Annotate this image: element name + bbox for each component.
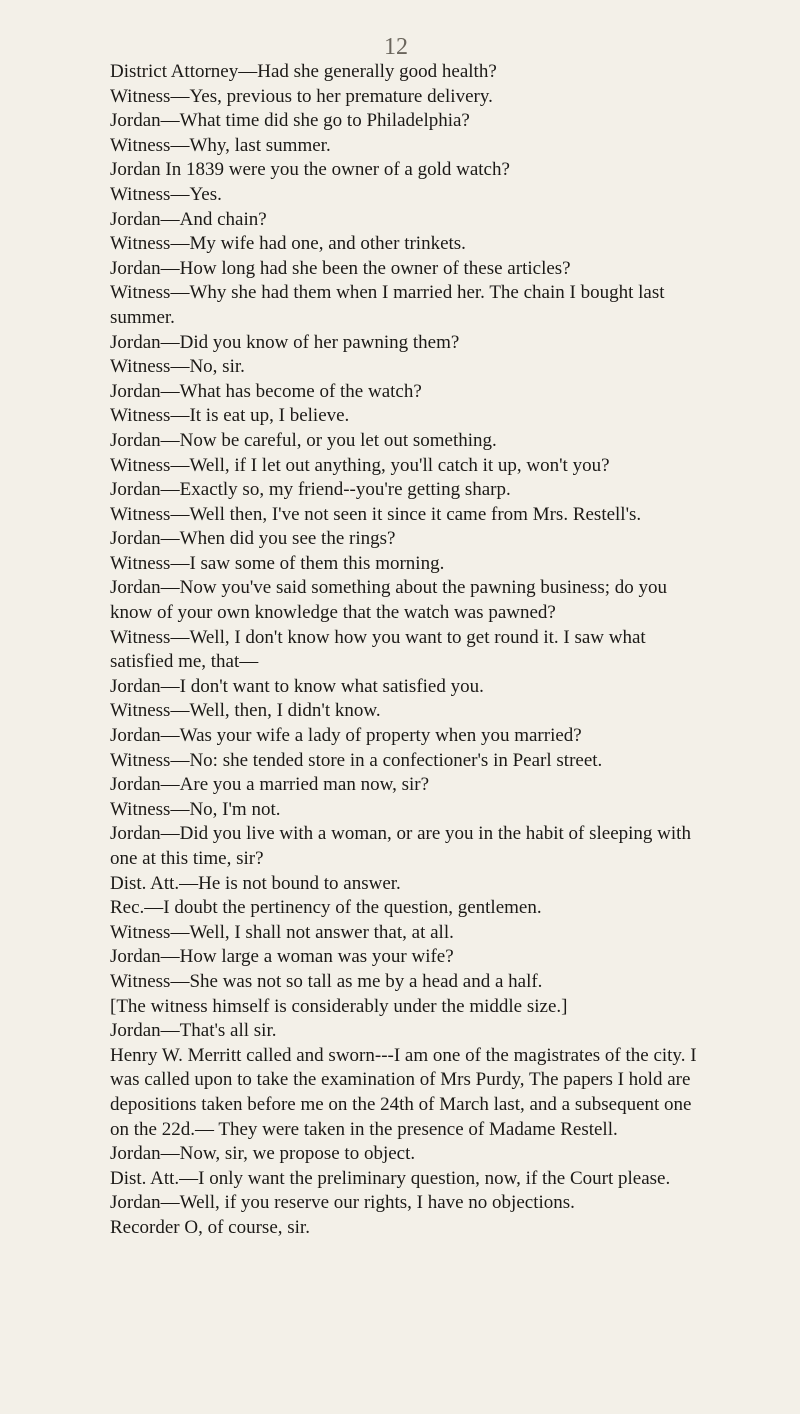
paragraph: Witness—I saw some of them this morning. — [110, 552, 445, 574]
text-column — [110, 60, 710, 1241]
paragraph: Jordan—Are you a married man now, sir? — [110, 774, 430, 796]
paragraph: Jordan—That's all sir. — [110, 1020, 277, 1042]
paragraph: Recorder O, of course, sir. — [110, 1216, 310, 1238]
paragraph: Witness—Yes. — [110, 183, 222, 205]
paragraph: Jordan—How long had she been the owner of these articles? — [110, 257, 571, 279]
paragraph: Jordan—Was your wife a lady of property when you married? — [110, 725, 582, 747]
paragraph: Jordan—And chain? — [110, 208, 267, 230]
paragraph: Witness—Why she had them when I married her. The chain I bought last summer. — [110, 282, 665, 328]
paragraph: Jordan—What time did she go to Philadelphia? — [110, 110, 470, 132]
paragraph: Witness—No, sir. — [110, 356, 245, 378]
paragraph: Jordan—Exactly so, my friend--you're getting sharp. — [110, 479, 511, 501]
paragraph: Witness—Well, then, I didn't know. — [110, 700, 381, 722]
paragraph: Jordan—Now, sir, we propose to object. — [110, 1143, 416, 1165]
paragraph: District Attorney—Had she generally good health? — [110, 61, 497, 82]
paragraph: Dist. Att.—I only want the preliminary question, now, if the Court please. — [110, 1167, 671, 1189]
paragraph: [The witness himself is considerably under the middle size.] — [110, 995, 568, 1017]
paragraph: Jordan In 1839 were you the owner of a gold watch? — [110, 159, 510, 181]
paragraph: Jordan—Did you know of her pawning them? — [110, 331, 460, 353]
paragraph: Jordan—Now be careful, or you let out something. — [110, 429, 497, 451]
paragraph: Rec.—I doubt the pertinency of the question, gentlemen. — [110, 897, 542, 919]
paragraph: Jordan—When did you see the rings? — [110, 528, 396, 550]
paragraph: Witness—It is eat up, I believe. — [110, 405, 350, 427]
paragraph: Witness—My wife had one, and other trinkets. — [110, 233, 466, 255]
paragraph: Witness—Why, last summer. — [110, 134, 331, 156]
paragraph: Jordan—Did you live with a woman, or are you in the habit of sleeping with one at this time, sir? — [110, 823, 691, 869]
paragraph: Witness—Well then, I've not seen it since it came from Mrs. Restell's. — [110, 503, 642, 525]
paragraph: Henry W. Merritt called and sworn---I am one of the magistrates of the city. I was called upon to take the examination of Mrs Purdy, The papers I hold are depositions taken before me on the 24th of March last, and a subsequent one on the 22d.— They were taken in the presence of Madame Restell. — [110, 1044, 697, 1140]
paragraph: Dist. Att.—He is not bound to answer. — [110, 872, 401, 894]
paragraph: Witness—No: she tended store in a confectioner's in Pearl street. — [110, 749, 603, 771]
page-number: 12 — [384, 34, 408, 60]
paragraph: Jordan—What has become of the watch? — [110, 380, 422, 402]
paragraph: Jordan—Now you've said something about the pawning business; do you know of your own knowledge that the watch was pawned? — [110, 577, 668, 624]
paragraph: Witness—No, I'm not. — [110, 798, 281, 820]
paragraph: Jordan—I don't want to know what satisfied you. — [110, 675, 484, 697]
paragraph: Witness—Well, I don't know how you want to get round it. I saw what satisfied me, that— — [110, 626, 646, 673]
paragraph: Witness—Yes, previous to her premature delivery. — [110, 85, 493, 107]
paragraph: Witness—Well, I shall not answer that, at all. — [110, 921, 454, 943]
paragraph: Witness—She was not so tall as me by a head and a half. — [110, 970, 543, 992]
paragraph: Witness—Well, if I let out anything, you'll catch it up, won't you? — [110, 454, 610, 476]
paragraph: Jordan—How large a woman was your wife? — [110, 946, 454, 968]
paragraph: Jordan—Well, if you reserve our rights, I have no objections. — [110, 1192, 575, 1214]
